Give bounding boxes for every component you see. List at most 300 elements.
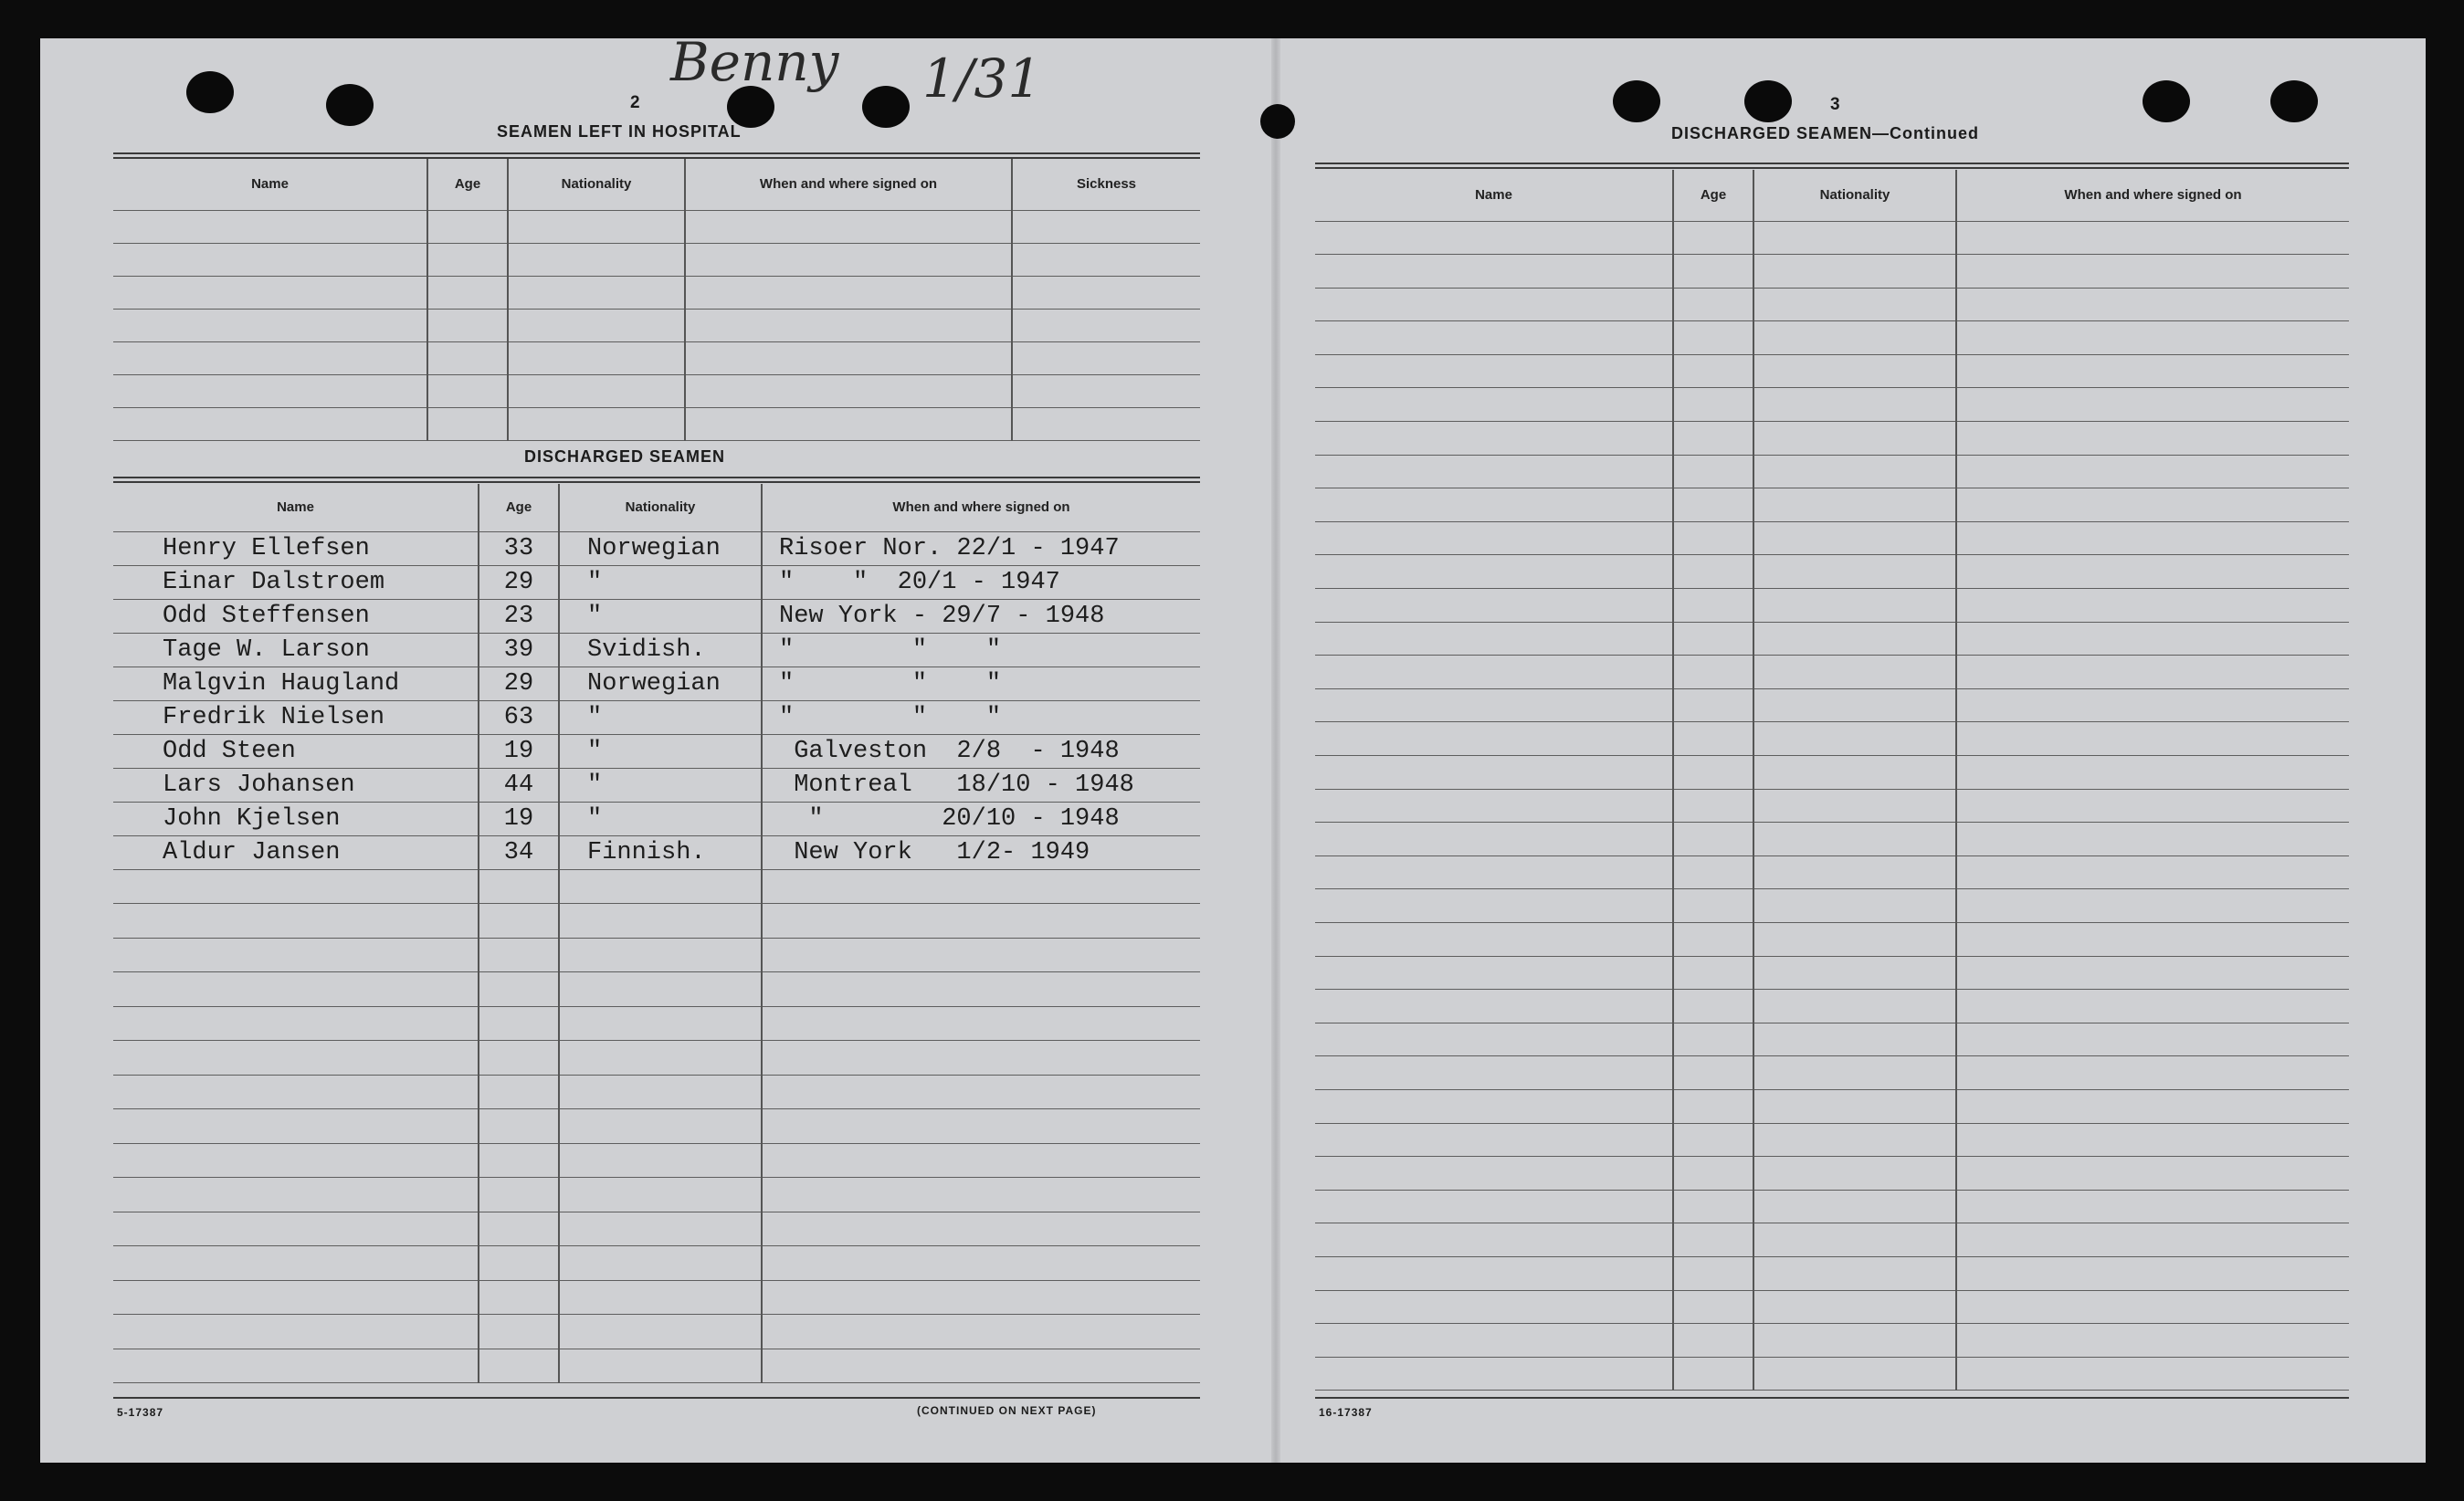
blank-cell (1956, 622, 2349, 656)
blank-row (113, 869, 1200, 904)
seaman-nationality: Norwegian (559, 667, 762, 700)
blank-cell (1956, 354, 2349, 388)
blank-cell (113, 1075, 479, 1109)
blank-cell (1753, 221, 1956, 255)
column-header-nationality: Nationality (559, 484, 762, 531)
blank-cell (1673, 722, 1753, 756)
blank-cell (113, 374, 427, 407)
blank-cell (427, 276, 508, 309)
blank-cell (1315, 722, 1673, 756)
blank-cell (1956, 722, 2349, 756)
blank-cell (1956, 1190, 2349, 1223)
blank-cell (1315, 1223, 1673, 1257)
blank-cell (1956, 288, 2349, 321)
blank-cell (1315, 1256, 1673, 1290)
blank-row (113, 1280, 1200, 1315)
blank-cell (685, 374, 1012, 407)
blank-cell (1673, 521, 1753, 555)
blank-cell (1956, 1324, 2349, 1358)
blank-cell (427, 243, 508, 276)
blank-cell (1753, 555, 1956, 589)
seaman-name: Aldur Jansen (113, 835, 479, 869)
blank-cell (1673, 855, 1753, 889)
seaman-nationality: " (559, 768, 762, 802)
blank-row (1315, 688, 2349, 722)
blank-cell (113, 1109, 479, 1144)
blank-cell (1315, 255, 1673, 289)
blank-cell (1956, 922, 2349, 956)
blank-cell (1012, 341, 1200, 374)
seaman-signed-on: " " " (762, 667, 1200, 700)
blank-cell (1673, 789, 1753, 823)
blank-cell (1012, 276, 1200, 309)
seaman-signed-on: Risoer Nor. 22/1 - 1947 (762, 531, 1200, 565)
blank-cell (1315, 1056, 1673, 1090)
blank-cell (508, 374, 685, 407)
blank-cell (559, 1246, 762, 1281)
blank-row (1315, 1123, 2349, 1157)
blank-cell (762, 1075, 1200, 1109)
blank-cell (1315, 354, 1673, 388)
blank-row (1315, 1256, 2349, 1290)
blank-cell (1673, 1123, 1753, 1157)
blank-cell (1673, 990, 1753, 1023)
seaman-age: 33 (479, 531, 559, 565)
punch-hole (2270, 80, 2318, 122)
table-row (113, 531, 1200, 565)
blank-cell (479, 1212, 559, 1246)
column-header-when-where: When and where signed on (762, 484, 1200, 531)
blank-cell (1673, 1089, 1753, 1123)
blank-cell (1315, 789, 1673, 823)
blank-cell (508, 309, 685, 341)
column-header-sickness: Sickness (1012, 159, 1200, 210)
blank-row (1315, 388, 2349, 422)
blank-cell (1673, 1324, 1753, 1358)
seaman-age: 19 (479, 802, 559, 835)
blank-cell (1673, 889, 1753, 923)
blank-cell (1753, 422, 1956, 456)
seaman-nationality: Svidish. (559, 633, 762, 667)
blank-row (1315, 889, 2349, 923)
blank-row (1315, 622, 2349, 656)
seaman-age: 34 (479, 835, 559, 869)
blank-cell (113, 1246, 479, 1281)
punch-hole (186, 71, 234, 113)
blank-cell (559, 938, 762, 972)
blank-row (113, 1246, 1200, 1281)
blank-cell (113, 938, 479, 972)
seaman-nationality: " (559, 700, 762, 734)
footer-code-right: 16-17387 (1319, 1406, 1373, 1419)
blank-cell (762, 972, 1200, 1007)
table-row (113, 565, 1200, 599)
blank-cell (479, 972, 559, 1007)
blank-cell (1673, 1157, 1753, 1191)
blank-row (1315, 1324, 2349, 1358)
blank-cell (1956, 656, 2349, 689)
blank-cell (1315, 221, 1673, 255)
rule (113, 477, 1200, 483)
blank-cell (113, 276, 427, 309)
blank-row (1315, 1157, 2349, 1191)
column-header-age: Age (1673, 170, 1753, 221)
blank-cell (1753, 722, 1956, 756)
seaman-nationality: Norwegian (559, 531, 762, 565)
blank-cell (1956, 1056, 2349, 1090)
blank-cell (1315, 1290, 1673, 1324)
blank-cell (1315, 422, 1673, 456)
blank-cell (1315, 855, 1673, 889)
blank-cell (1315, 656, 1673, 689)
blank-cell (1956, 555, 2349, 589)
table-row (113, 768, 1200, 802)
blank-cell (113, 1143, 479, 1178)
blank-cell (1753, 1223, 1956, 1257)
blank-cell (762, 938, 1200, 972)
blank-cell (559, 1280, 762, 1315)
blank-cell (1315, 1157, 1673, 1191)
blank-cell (1753, 488, 1956, 522)
blank-cell (1753, 990, 1956, 1023)
blank-cell (1956, 488, 2349, 522)
blank-cell (1315, 521, 1673, 555)
table-row (113, 667, 1200, 700)
blank-cell (508, 407, 685, 440)
blank-cell (1315, 1123, 1673, 1157)
blank-row (1315, 789, 2349, 823)
table-row (113, 835, 1200, 869)
blank-cell (1012, 374, 1200, 407)
blank-cell (1753, 622, 1956, 656)
blank-cell (479, 1143, 559, 1178)
blank-cell (427, 374, 508, 407)
blank-cell (113, 1041, 479, 1076)
blank-cell (1012, 309, 1200, 341)
blank-cell (1315, 1190, 1673, 1223)
blank-cell (685, 210, 1012, 243)
footer-code-left: 5-17387 (117, 1406, 164, 1419)
blank-cell (1315, 688, 1673, 722)
blank-row (113, 210, 1200, 243)
blank-cell (1753, 889, 1956, 923)
blank-cell (1753, 1324, 1956, 1358)
blank-cell (1753, 1056, 1956, 1090)
discharged-table (113, 484, 1200, 1383)
blank-cell (685, 243, 1012, 276)
blank-cell (762, 1178, 1200, 1212)
blank-cell (1673, 956, 1753, 990)
rule (1315, 1397, 2349, 1399)
blank-cell (1753, 1023, 1956, 1056)
blank-row (113, 904, 1200, 939)
punch-hole (2143, 80, 2190, 122)
page-number-left: 2 (630, 93, 640, 112)
blank-cell (1673, 255, 1753, 289)
blank-cell (1012, 210, 1200, 243)
blank-cell (1956, 455, 2349, 488)
blank-cell (762, 1109, 1200, 1144)
blank-cell (479, 1246, 559, 1281)
blank-cell (1753, 1256, 1956, 1290)
blank-row (113, 1349, 1200, 1383)
blank-cell (559, 1143, 762, 1178)
rule (113, 152, 1200, 159)
blank-cell (1956, 889, 2349, 923)
seaman-name: John Kjelsen (113, 802, 479, 835)
column-header-nationality: Nationality (508, 159, 685, 210)
blank-cell (1753, 1123, 1956, 1157)
table-row (113, 802, 1200, 835)
blank-row (1315, 1290, 2349, 1324)
blank-row (1315, 455, 2349, 488)
blank-cell (559, 1075, 762, 1109)
blank-cell (113, 972, 479, 1007)
blank-cell (685, 309, 1012, 341)
blank-cell (479, 869, 559, 904)
blank-cell (1753, 321, 1956, 355)
blank-cell (1673, 756, 1753, 790)
seaman-nationality: " (559, 802, 762, 835)
blank-cell (1673, 354, 1753, 388)
table-row (113, 599, 1200, 633)
blank-cell (1753, 354, 1956, 388)
page-fold (1271, 38, 1280, 1463)
blank-cell (1956, 855, 2349, 889)
blank-cell (113, 341, 427, 374)
blank-cell (508, 341, 685, 374)
blank-cell (1315, 756, 1673, 790)
punch-hole (862, 86, 910, 128)
table-row (113, 734, 1200, 768)
hospital-table (113, 159, 1200, 441)
blank-cell (1673, 388, 1753, 422)
blank-cell (1673, 488, 1753, 522)
blank-cell (1753, 688, 1956, 722)
seaman-signed-on: Galveston 2/8 - 1948 (762, 734, 1200, 768)
punch-hole (1744, 80, 1792, 122)
blank-cell (762, 1041, 1200, 1076)
blank-cell (1753, 521, 1956, 555)
blank-cell (1315, 990, 1673, 1023)
blank-cell (1753, 255, 1956, 289)
seaman-signed-on: New York 1/2- 1949 (762, 835, 1200, 869)
blank-row (1315, 221, 2349, 255)
blank-cell (1673, 688, 1753, 722)
blank-cell (559, 1178, 762, 1212)
blank-cell (113, 1006, 479, 1041)
blank-cell (685, 341, 1012, 374)
blank-cell (1315, 555, 1673, 589)
blank-cell (1753, 855, 1956, 889)
rule (113, 1397, 1200, 1399)
punch-hole (326, 84, 374, 126)
blank-cell (1673, 455, 1753, 488)
blank-cell (1753, 1157, 1956, 1191)
blank-cell (1315, 288, 1673, 321)
blank-row (113, 374, 1200, 407)
blank-cell (1315, 922, 1673, 956)
seaman-nationality: " (559, 565, 762, 599)
seaman-name: Odd Steen (113, 734, 479, 768)
blank-cell (1673, 221, 1753, 255)
blank-cell (113, 1349, 479, 1383)
blank-cell (1753, 589, 1956, 623)
blank-cell (427, 210, 508, 243)
blank-cell (762, 1315, 1200, 1349)
seaman-nationality: Finnish. (559, 835, 762, 869)
blank-row (1315, 321, 2349, 355)
rule (1315, 163, 2349, 169)
blank-cell (1956, 221, 2349, 255)
seaman-name: Malgvin Haugland (113, 667, 479, 700)
blank-cell (1956, 321, 2349, 355)
continued-note: (CONTINUED ON NEXT PAGE) (917, 1404, 1097, 1417)
blank-cell (1753, 756, 1956, 790)
blank-row (1315, 1023, 2349, 1056)
blank-cell (559, 869, 762, 904)
blank-row (1315, 555, 2349, 589)
column-header-when-where: When and where signed on (1956, 170, 2349, 221)
ledger-sheet (40, 31, 2426, 1463)
table-row (113, 633, 1200, 667)
blank-cell (559, 1109, 762, 1144)
blank-cell (1753, 789, 1956, 823)
blank-row (1315, 990, 2349, 1023)
seaman-age: 29 (479, 565, 559, 599)
blank-cell (1315, 956, 1673, 990)
blank-cell (427, 407, 508, 440)
seaman-signed-on: New York - 29/7 - 1948 (762, 599, 1200, 633)
blank-cell (762, 1280, 1200, 1315)
blank-row (1315, 255, 2349, 289)
blank-cell (1673, 321, 1753, 355)
blank-cell (1956, 1157, 2349, 1191)
column-header-age: Age (479, 484, 559, 531)
blank-row (1315, 922, 2349, 956)
seaman-signed-on: " " " (762, 700, 1200, 734)
blank-cell (113, 1178, 479, 1212)
blank-cell (479, 1280, 559, 1315)
blank-cell (1315, 589, 1673, 623)
blank-row (1315, 1190, 2349, 1223)
column-header-name: Name (113, 159, 427, 210)
blank-cell (1956, 255, 2349, 289)
seaman-age: 44 (479, 768, 559, 802)
blank-cell (1315, 388, 1673, 422)
blank-cell (479, 938, 559, 972)
blank-row (113, 1041, 1200, 1076)
blank-cell (1753, 1089, 1956, 1123)
blank-cell (559, 1041, 762, 1076)
blank-cell (1956, 589, 2349, 623)
blank-row (1315, 722, 2349, 756)
blank-cell (113, 1280, 479, 1315)
blank-cell (1673, 1256, 1753, 1290)
blank-cell (1012, 243, 1200, 276)
blank-row (1315, 1357, 2349, 1391)
blank-row (113, 407, 1200, 440)
column-header-name: Name (113, 484, 479, 531)
blank-cell (1673, 656, 1753, 689)
blank-cell (1956, 756, 2349, 790)
blank-cell (1956, 1223, 2349, 1257)
handwritten-number: 1/31 (922, 47, 1042, 110)
blank-cell (1956, 1023, 2349, 1056)
blank-cell (113, 309, 427, 341)
column-header-nationality: Nationality (1753, 170, 1956, 221)
blank-cell (1753, 1357, 1956, 1391)
blank-row (1315, 1056, 2349, 1090)
seaman-nationality: " (559, 599, 762, 633)
discharged-section-title: DISCHARGED SEAMEN (524, 447, 726, 466)
blank-cell (559, 972, 762, 1007)
table-row (113, 700, 1200, 734)
blank-row (113, 1109, 1200, 1144)
blank-cell (685, 407, 1012, 440)
blank-cell (1956, 789, 2349, 823)
blank-cell (1673, 288, 1753, 321)
seaman-age: 19 (479, 734, 559, 768)
blank-cell (685, 276, 1012, 309)
blank-row (113, 309, 1200, 341)
blank-row (113, 1178, 1200, 1212)
blank-cell (1956, 521, 2349, 555)
blank-cell (1315, 823, 1673, 856)
blank-row (113, 341, 1200, 374)
hospital-section-title: SEAMEN LEFT IN HOSPITAL (497, 122, 742, 141)
blank-cell (1956, 990, 2349, 1023)
blank-cell (1956, 1089, 2349, 1123)
column-header-name: Name (1315, 170, 1673, 221)
blank-cell (762, 1349, 1200, 1383)
blank-cell (479, 1075, 559, 1109)
blank-row (1315, 1223, 2349, 1257)
blank-row (113, 1212, 1200, 1246)
blank-cell (1753, 656, 1956, 689)
blank-cell (1315, 1357, 1673, 1391)
column-header-when-where: When and where signed on (685, 159, 1012, 210)
page-number-right: 3 (1830, 95, 1840, 114)
blank-row (1315, 756, 2349, 790)
blank-cell (1753, 288, 1956, 321)
blank-cell (559, 1315, 762, 1349)
blank-cell (1315, 1324, 1673, 1358)
blank-cell (559, 1349, 762, 1383)
blank-cell (762, 1006, 1200, 1041)
blank-cell (113, 904, 479, 939)
blank-cell (1753, 455, 1956, 488)
blank-row (113, 972, 1200, 1007)
blank-cell (1673, 1023, 1753, 1056)
seaman-age: 63 (479, 700, 559, 734)
blank-row (1315, 823, 2349, 856)
blank-cell (427, 309, 508, 341)
blank-cell (1315, 488, 1673, 522)
blank-cell (1753, 1190, 1956, 1223)
blank-cell (479, 904, 559, 939)
blank-cell (762, 1246, 1200, 1281)
blank-cell (1753, 823, 1956, 856)
blank-row (113, 1075, 1200, 1109)
blank-cell (1753, 956, 1956, 990)
blank-cell (479, 1109, 559, 1144)
blank-row (1315, 855, 2349, 889)
blank-cell (113, 1315, 479, 1349)
blank-cell (479, 1178, 559, 1212)
blank-cell (1673, 1357, 1753, 1391)
blank-cell (479, 1315, 559, 1349)
